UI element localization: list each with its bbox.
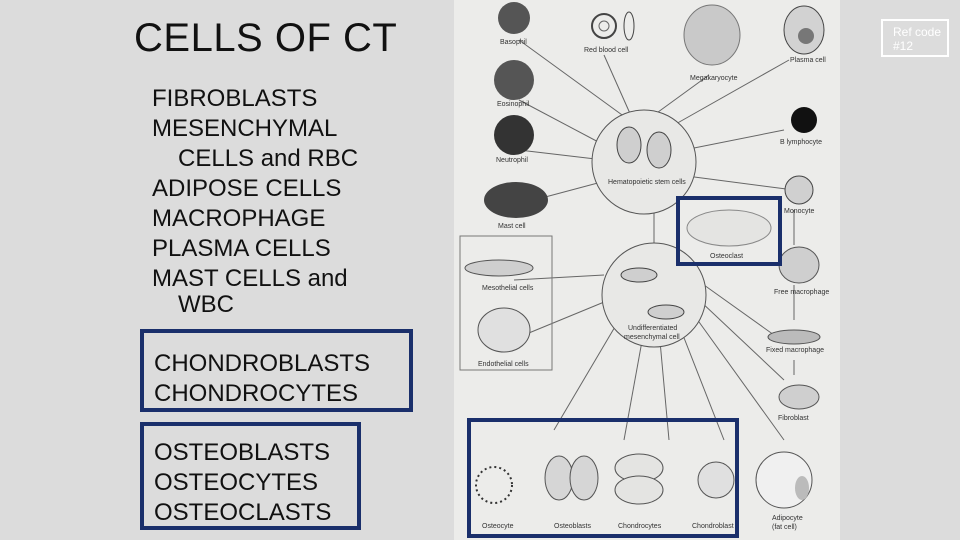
box-item: CHONDROCYTES	[154, 380, 359, 407]
rbc-cell	[592, 14, 616, 38]
plasma-cell-nucleus	[798, 28, 814, 44]
fixed-macrophage-cell	[768, 330, 820, 344]
endothelial-cell	[478, 308, 530, 352]
chondrocyte-cell	[615, 476, 663, 504]
mesenchymal-cell	[621, 268, 657, 282]
list-item: MESENCHYMAL	[152, 115, 338, 142]
ref-code-line2: #12	[893, 39, 914, 53]
label-hematopoietic: Hematopoietic stem cells	[608, 179, 686, 186]
neutrophil-cell	[494, 115, 534, 155]
box-item: OSTEOCYTES	[154, 469, 319, 496]
label-fibroblast: Fibroblast	[778, 415, 809, 422]
label-osteoblasts: Osteoblasts	[554, 523, 591, 530]
label-chondroblast: Chondroblast	[692, 523, 734, 530]
osteo-box	[140, 422, 361, 530]
label-osteocyte: Osteocyte	[482, 523, 514, 530]
stem-cell	[617, 127, 641, 163]
eosinophil-cell	[494, 60, 534, 100]
label-neutrophil: Neutrophil	[496, 157, 528, 164]
label-undiff-1: Undifferentiated	[628, 325, 678, 332]
mast-cell-shape	[484, 182, 548, 218]
list-item: CELLS and RBC	[178, 145, 359, 172]
list-item: MACROPHAGE	[152, 205, 326, 232]
label-megakaryocyte: Megakaryocyte	[690, 75, 738, 82]
stem-cell	[647, 132, 671, 168]
rbc-cell-inner	[599, 21, 609, 31]
label-mesothelial: Mesothelial cells	[482, 285, 534, 292]
chondroblast-cell	[698, 462, 734, 498]
b-lymphocyte-cell	[791, 107, 817, 133]
label-undiff-2: mesenchymal cell	[624, 334, 680, 341]
cell-lineage-diagram	[454, 0, 840, 540]
box-item: CHONDROBLASTS	[154, 350, 371, 377]
bone-cartilage-highlight-box	[469, 420, 737, 536]
label-b-lymphocyte: B lymphocyte	[780, 139, 823, 146]
list-item: WBC	[178, 291, 234, 318]
list-item: PLASMA CELLS	[152, 235, 331, 262]
osteoblast-cell	[545, 456, 573, 500]
monocyte-cell	[785, 176, 813, 204]
mesenchymal-cell	[648, 305, 684, 319]
label-free-macrophage: Free macrophage	[774, 289, 830, 296]
cell-type-list	[152, 84, 358, 316]
label-osteoclast: Osteoclast	[710, 253, 744, 260]
fibroblast-cell	[779, 385, 819, 409]
slide-title: CELLS OF CT	[134, 16, 398, 60]
box-item: OSTEOBLASTS	[154, 439, 331, 466]
mesothelial-cell	[465, 260, 533, 276]
label-adipocyte-1: Adipocyte	[772, 515, 803, 522]
label-chondrocytes: Chondrocytes	[618, 523, 662, 530]
cell-lineage-figure	[454, 0, 840, 540]
label-basophil: Basophil	[500, 39, 527, 46]
free-macrophage-cell	[779, 247, 819, 283]
megakaryocyte-cell	[684, 5, 740, 65]
osteoclast-cell	[687, 210, 771, 246]
label-monocyte: Monocyte	[784, 208, 815, 215]
rbc-cell-side	[624, 12, 634, 40]
ref-code-badge	[881, 19, 949, 57]
label-rbc: Red blood cell	[584, 47, 629, 54]
ref-code-line1: Ref code	[893, 25, 942, 39]
label-endothelial: Endothelial cells	[478, 361, 529, 368]
label-adipocyte-2: (fat cell)	[772, 524, 797, 531]
label-mast-cell: Mast cell	[498, 223, 526, 230]
label-eosinophil: Eosinophil	[497, 101, 530, 108]
box-item: OSTEOCLASTS	[154, 499, 332, 526]
osteocyte-cell	[476, 467, 512, 503]
adipocyte-nucleus	[795, 476, 809, 500]
list-item: ADIPOSE CELLS	[152, 175, 342, 202]
label-fixed-macrophage: Fixed macrophage	[766, 347, 824, 354]
list-item: MAST CELLS and	[152, 265, 348, 292]
osteoblast-cell	[570, 456, 598, 500]
list-item: FIBROBLASTS	[152, 85, 318, 112]
basophil-cell	[498, 2, 530, 34]
label-plasma-cell: Plasma cell	[790, 57, 826, 64]
chondro-box	[140, 329, 413, 412]
